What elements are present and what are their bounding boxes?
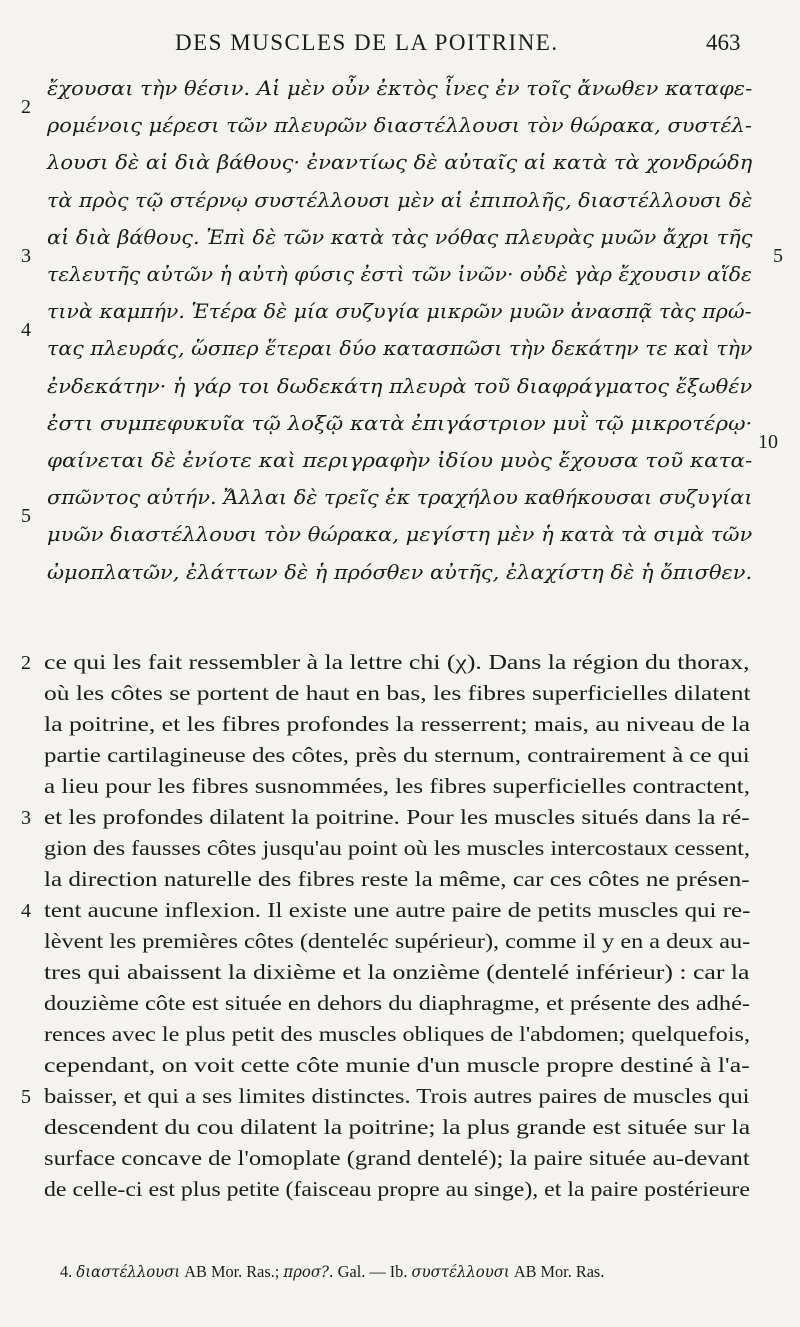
french-line-text: surface concave de l'omoplate (grand dentelé); la paire située au-devant bbox=[44, 1146, 750, 1170]
left-line-marker: 3 bbox=[21, 244, 31, 267]
page-title: DES MUSCLES DE LA POITRINE. bbox=[175, 30, 559, 55]
greek-line-text: σπῶντος αὐτήν. Ἄλλαι δὲ τρεῖς ἐκ τραχήλου καθήκουσαι συζυγίαι bbox=[47, 485, 753, 510]
french-line-text: lèvent les premières côtes (denteléc supérieur), comme il y en a deux au- bbox=[44, 929, 751, 953]
french-line-text: partie cartilagineuse des côtes, près du sternum, contrairement à ce qui bbox=[44, 743, 750, 767]
greek-line bbox=[0, 374, 800, 410]
greek-line-text: τινὰ καμπήν. Ἑτέρα δὲ μία συζυγία μικρῶν μυῶν ἀνασπᾷ τὰς πρώ- bbox=[47, 299, 752, 324]
right-line-marker: 10 bbox=[758, 430, 778, 453]
greek-line-text: τας πλευράς, ὥσπερ ἕτεραι δύο κατασπῶσι τὴν δεκάτην τε καὶ τὴν bbox=[47, 336, 753, 361]
footnote-text-1: AB Mor. Ras.; bbox=[184, 1262, 280, 1281]
french-line-text: rences avec le plus petit des muscles obliques de l'abdomen; quelquefois, bbox=[44, 1022, 750, 1046]
french-line-text: cependant, on voit cette côte munie d'un muscle propre destiné à l'a- bbox=[44, 1053, 750, 1077]
footnote bbox=[60, 1262, 750, 1282]
left-line-marker: 3 bbox=[21, 807, 31, 829]
french-line-text: où les côtes se portent de haut en bas, les fibres superficielles dilatent bbox=[44, 681, 751, 705]
french-line-text: a lieu pour les fibres susnommées, les fibres superficielles contractent, bbox=[44, 774, 750, 798]
footnote-greek-1: διαστέλλουσι bbox=[76, 1263, 181, 1281]
greek-line bbox=[0, 485, 800, 528]
greek-line bbox=[0, 410, 800, 453]
french-line-text: ce qui les fait ressembler à la lettre chi (χ). Dans la région du thorax, bbox=[44, 650, 750, 674]
greek-line-text: ἐστι συμπεφυκυῖα τῷ λοξῷ κατὰ ἐπιγάστριον μυῒ τῷ μικροτέρῳ· bbox=[47, 410, 753, 435]
running-header bbox=[0, 30, 800, 64]
greek-line-text: τὰ πρὸς τῷ στέρνῳ συστέλλουσι μὲν αἱ ἐπιπολῆς, διαστέλλουσι δὲ bbox=[47, 187, 753, 212]
greek-line bbox=[0, 262, 800, 298]
greek-line-text: ἔχουσαι τὴν θέσιν. Αἱ μὲν οὖν ἐκτὸς ἶνες ἐν τοῖς ἄνωθεν καταφε- bbox=[47, 76, 753, 100]
greek-line-text: λουσι δὲ αἱ διὰ βάθους· ἐναντίως δὲ αὐταῖς αἱ κατὰ τὰ χονδρώδη bbox=[47, 150, 753, 175]
greek-line-text: τελευτῆς αὐτῶν ἡ αὐτὴ φύσις ἐστὶ τῶν ἰνῶν· οὐδὲ γὰρ ἔχουσιν αἵδε bbox=[47, 262, 752, 286]
greek-line bbox=[0, 448, 800, 484]
greek-line bbox=[0, 299, 800, 342]
left-line-marker: 2 bbox=[21, 96, 31, 118]
left-line-marker: 4 bbox=[21, 900, 31, 922]
french-line-text: la direction naturelle des fibres reste la même, car ces côtes ne présen- bbox=[44, 867, 750, 891]
left-line-marker: 5 bbox=[21, 505, 31, 528]
french-line bbox=[0, 1177, 800, 1213]
left-line-marker: 4 bbox=[21, 319, 31, 342]
greek-line bbox=[0, 113, 800, 149]
greek-line bbox=[0, 76, 800, 118]
greek-line bbox=[0, 150, 800, 186]
french-line-text: la poitrine, et les fibres profondes la resserrent; mais, au niveau de la bbox=[44, 712, 751, 736]
french-line-text: douzième côte est située en dehors du diaphragme, et présente des adhé- bbox=[44, 991, 751, 1015]
french-line-text: descendent du cou dilatent la poitrine; la plus grande est située sur la bbox=[44, 1115, 751, 1139]
greek-line-text: φαίνεται δὲ ἐνίοτε καὶ περιγραφὴν ἰδίου μυὸς ἔχουσα τοῦ κατα- bbox=[47, 448, 753, 472]
greek-line-text: ρομένοις μέρεσι τῶν πλευρῶν διαστέλλουσι τὸν θώρακα, συστέλ- bbox=[47, 113, 752, 138]
french-line-text: et les profondes dilatent la poitrine. Pour les muscles situés dans la ré- bbox=[44, 805, 750, 829]
right-line-marker: 5 bbox=[773, 244, 783, 267]
greek-line bbox=[0, 560, 800, 596]
greek-line-text: αἱ διὰ βάθους. Ἐπὶ δὲ τῶν κατὰ τὰς νόθας πλευρὰς μυῶν ἄχρι τῆς bbox=[47, 224, 753, 249]
greek-line bbox=[0, 336, 800, 372]
french-line-text: tres qui abaissent la dixième et la onzième (dentelé inférieur) : car la bbox=[44, 960, 750, 984]
french-line-text: tent aucune inflexion. Il existe une autre paire de petits muscles qui re- bbox=[44, 898, 751, 922]
footnote-text-3: AB Mor. Ras. bbox=[513, 1262, 605, 1281]
greek-line-text: μυῶν διαστέλλουσι τὸν θώρακα, μεγίστη μὲν ἡ κατὰ τὰ σιμὰ τῶν bbox=[47, 522, 753, 547]
french-line-text: baisser, et qui a ses limites distinctes. Trois autres paires de muscles qui bbox=[44, 1084, 750, 1108]
footnote-number: 4. bbox=[60, 1262, 73, 1281]
greek-line bbox=[0, 224, 800, 267]
footnote-greek-2: προσ?. bbox=[283, 1263, 334, 1281]
left-line-marker: 5 bbox=[21, 1086, 31, 1108]
greek-line-text: ὠμοπλατῶν, ἐλάττων δὲ ἡ πρόσθεν αὐτῆς, ἐλαχίστη δὲ ἡ ὄπισθεν. bbox=[47, 559, 753, 584]
footnote-text-2: Gal. — Ib. bbox=[337, 1262, 408, 1281]
footnote-greek-3: συστέλλουσι bbox=[411, 1263, 510, 1281]
french-line-text: gion des fausses côtes jusqu'au point où les muscles intercostaux cessent, bbox=[44, 836, 751, 860]
greek-line bbox=[0, 188, 800, 224]
left-line-marker: 2 bbox=[21, 652, 31, 674]
greek-line-text: ἐνδεκάτην· ἡ γάρ τοι δωδεκάτη πλευρὰ τοῦ διαφράγματος ἔξωθέν bbox=[47, 373, 753, 398]
french-line-text: de celle-ci est plus petite (faisceau propre au singe), et la paire postérieure bbox=[44, 1177, 750, 1201]
page-number: 463 bbox=[706, 30, 741, 55]
greek-line bbox=[0, 522, 800, 558]
